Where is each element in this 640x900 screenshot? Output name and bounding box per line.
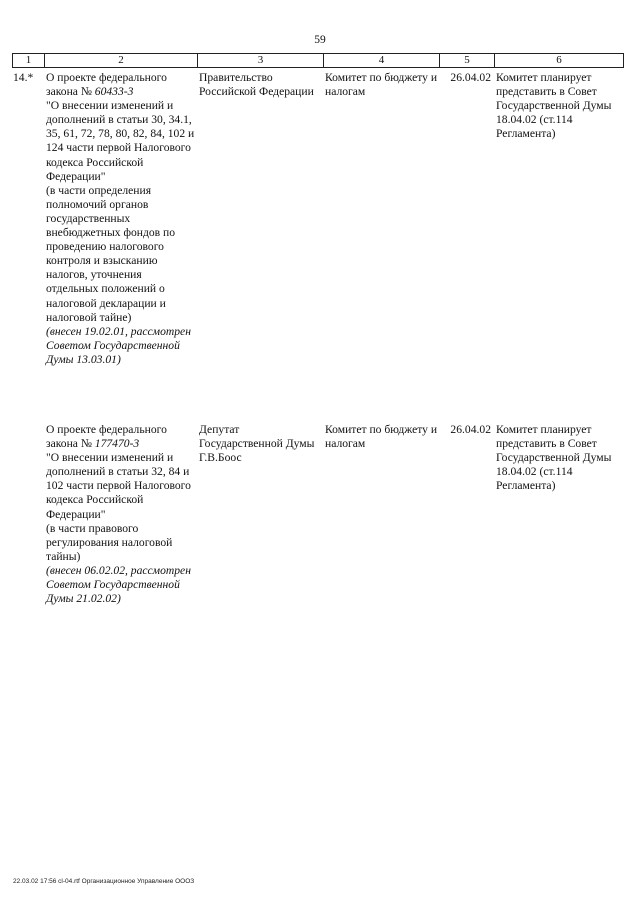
date: 26.04.02 [450, 423, 491, 436]
bill-number: 177470-3 [94, 437, 140, 451]
date: 26.04.02 [450, 71, 491, 84]
column-header-2: 2 [45, 54, 198, 67]
bill-number: 60433-3 [94, 85, 134, 99]
entry-number: 14.* [13, 71, 34, 84]
bill-title-body: "О внесении изменений и дополнений в статьи 30, 34.1, 35, 61, 72, 78, 80, 82, 84, 102 и 124 части первой Налогового кодекса Российской Федерации" (в части определения полномочий органов государственных внебюджетных фондов по проведению налогового контроля и взысканию налогов, уточнения отдельных положений о налоговой декларации и налоговой тайне) [46, 99, 195, 324]
initiator: Правительство Российской Федерации [199, 71, 314, 99]
initiator: Депутат Государственной Думы Г.В.Боос [199, 423, 315, 465]
bill-title-intro: О проекте федерального закона № [46, 423, 167, 451]
table-row [12, 71, 624, 367]
entry-number [12, 423, 44, 606]
column-header-3: 3 [198, 54, 324, 67]
bill-status: (внесен 19.02.01, рассмотрен Советом Государственной Думы 13.03.01) [46, 324, 191, 366]
column-header-1: 1 [13, 54, 45, 67]
column-header-5: 5 [440, 54, 495, 67]
note: Комитет планирует представить в Совет Государственной Думы 18.04.02 (ст.114 Регламента) [496, 71, 612, 141]
bill-status: (внесен 06.02.02, рассмотрен Советом Государственной Думы 21.02.02) [46, 563, 191, 606]
table-header-row [12, 53, 624, 68]
bill-title-cell [44, 423, 197, 606]
footer: 22.03.02 17:56 cl-04.rtf Организационное Управление ОООЗ [13, 878, 195, 885]
note: Комитет планирует представить в Совет Государственной Думы 18.04.02 (ст.114 Регламента) [496, 423, 612, 493]
table-row [12, 423, 624, 606]
bill-title-intro: О проекте федерального закона № [46, 71, 167, 99]
committee: Комитет по бюджету и налогам [325, 71, 438, 99]
column-header-4: 4 [324, 54, 440, 67]
bill-title-cell [44, 71, 197, 367]
page-number: 59 [314, 34, 326, 46]
bill-title-body: "О внесении изменений и дополнений в статьи 32, 84 и 102 части первой Налогового кодекса Российской Федерации" (в части правового регулирования налоговой тайны) [46, 451, 191, 563]
column-header-6: 6 [556, 54, 562, 66]
committee: Комитет по бюджету и налогам [325, 423, 438, 451]
